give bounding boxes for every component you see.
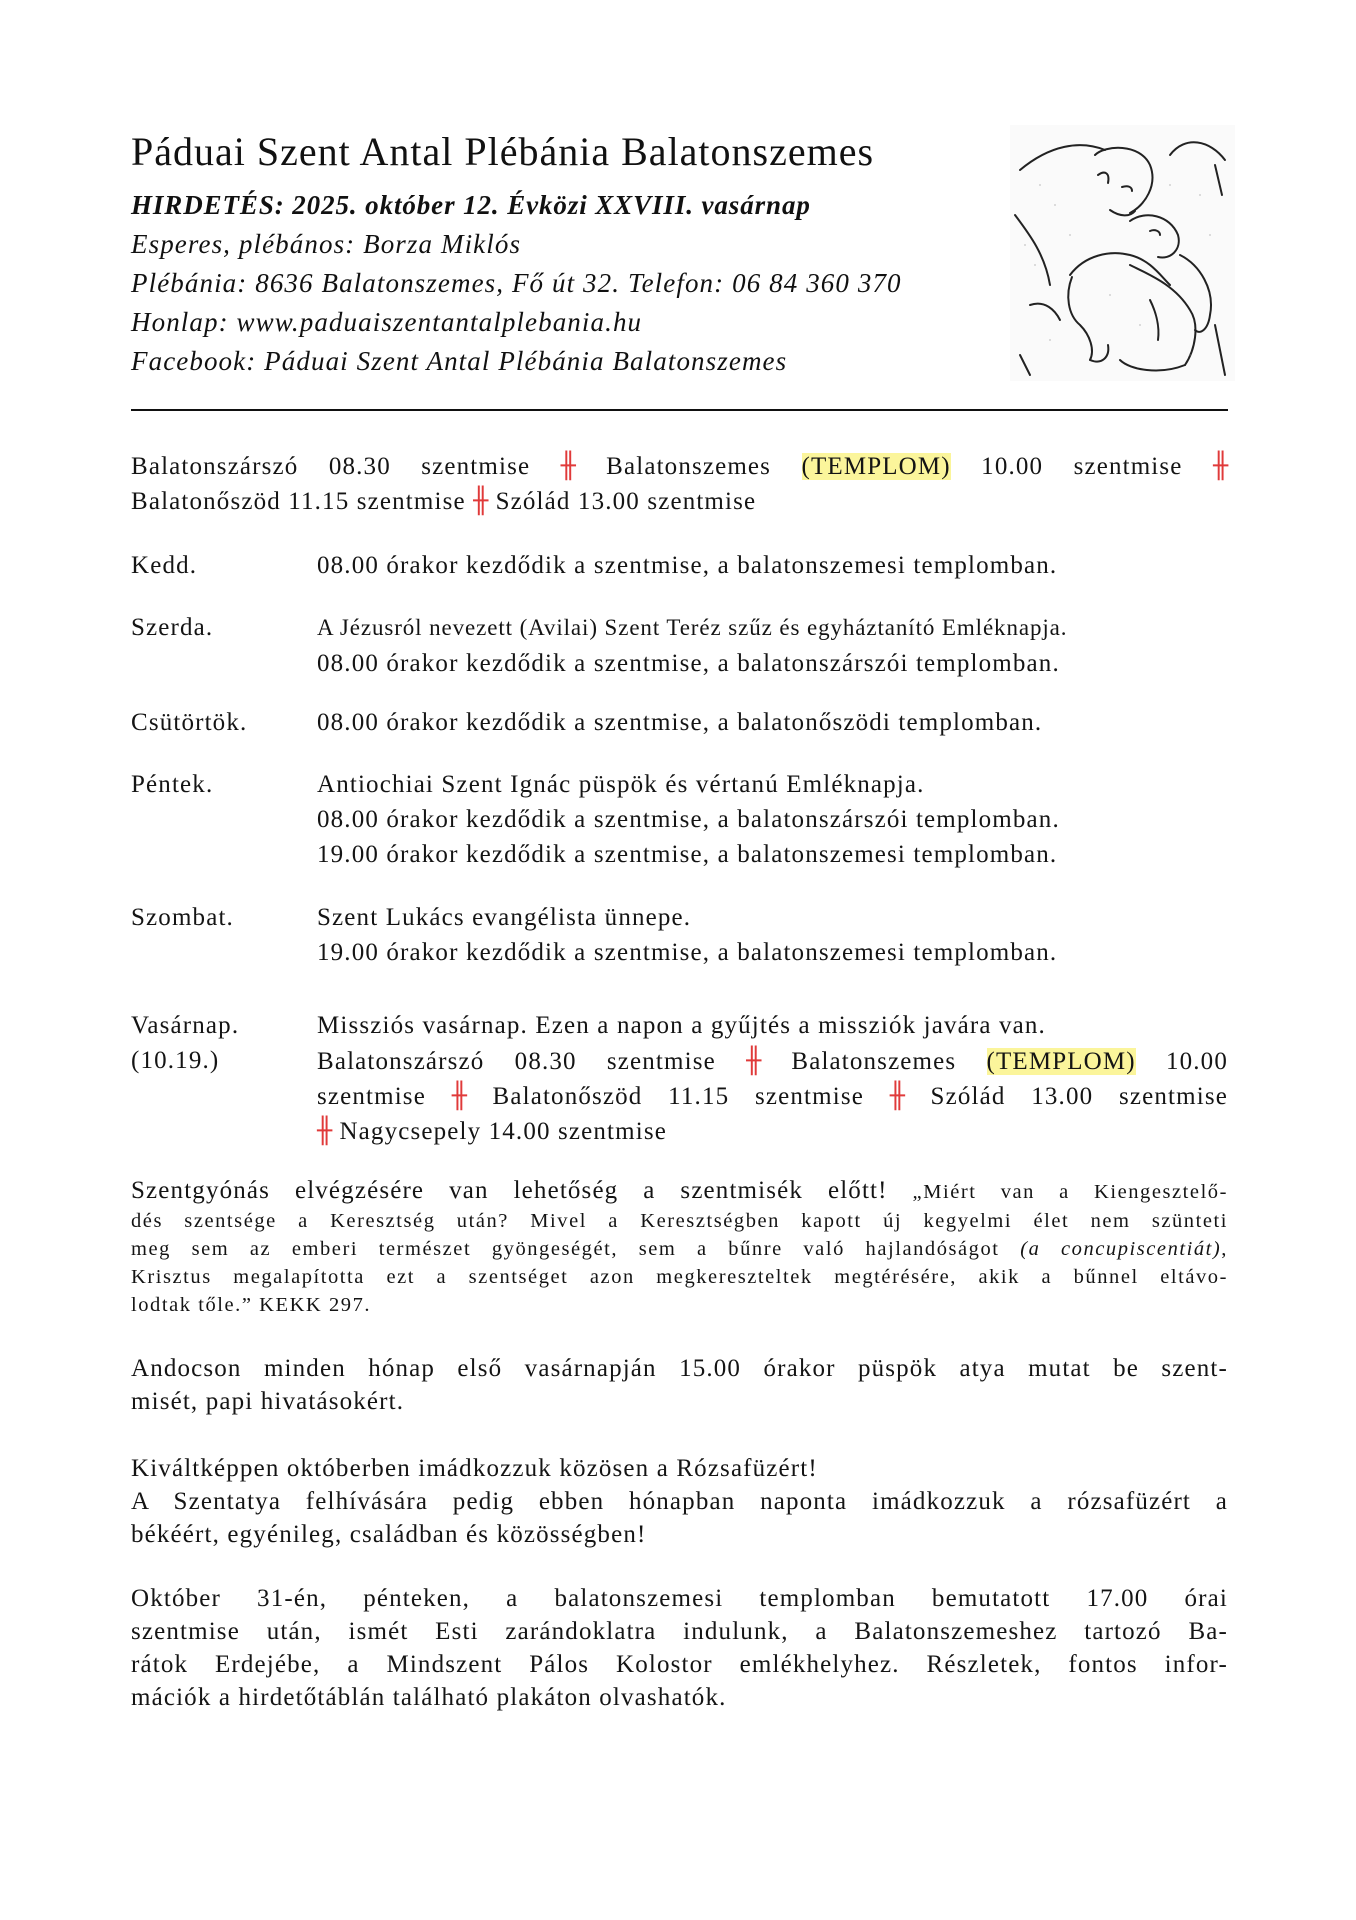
paragraph-line: rátok Erdejébe, a Mindszent Pálos Kolostor emlékhelyhez. Részletek, fontos infor- bbox=[131, 1651, 1228, 1678]
day-label: Kedd. bbox=[131, 552, 198, 579]
quote-text: meg sem az emberi természet gyöngeségét, sem a bűnre való hajlandóságot bbox=[131, 1238, 1000, 1260]
saint-anthony-sketch-image bbox=[1010, 125, 1235, 381]
cross-icon: ╫ bbox=[317, 1116, 333, 1145]
day-line: 08.00 órakor kezdődik a szentmise, a balatonőszödi templomban. bbox=[317, 709, 1043, 736]
paragraph-line: Október 31-én, pénteken, a balatonszemesi templomban bemutatott 17.00 órai bbox=[131, 1585, 1228, 1612]
paragraph-line: szentmise után, ismét Esti zarándoklatra indulunk, a Balatonszemeshez tartozó Ba- bbox=[131, 1618, 1228, 1645]
mass-entry: Balatonőszöd 11.15 szentmise bbox=[131, 488, 466, 515]
schedule-line bbox=[131, 483, 1228, 518]
catechism-quote: lodtak tőle.” KEKK 297. bbox=[131, 1294, 372, 1316]
day-label: Szombat. bbox=[131, 904, 234, 931]
mass-entry: Szólád 13.00 szentmise bbox=[930, 1083, 1228, 1110]
paragraph-line: Andocson minden hónap első vasárnapján 15.00 órakor püspök atya mutat be szent- bbox=[131, 1355, 1228, 1382]
website-line: Honlap: www.paduaiszentantalplebania.hu bbox=[131, 307, 643, 337]
confession-line bbox=[131, 1175, 1228, 1207]
parish-title: Páduai Szent Antal Plébánia Balatonszemes bbox=[131, 129, 875, 174]
paragraph-line: A Szentatya felhívására pedig ebben hónapban naponta imádkozzuk a rózsafüzért a bbox=[131, 1488, 1228, 1515]
facebook-line: Facebook: Páduai Szent Antal Plébánia Balatonszemes bbox=[131, 346, 788, 376]
address-line: Plébánia: 8636 Balatonszemes, Fő út 32. Telefon: 06 84 360 370 bbox=[131, 268, 902, 298]
day-line: 19.00 órakor kezdődik a szentmise, a balatonszemesi templomban. bbox=[317, 841, 1058, 868]
day-date: (10.19.) bbox=[131, 1047, 220, 1074]
catechism-quote: „Miért van a Kiengesztelő- bbox=[912, 1181, 1228, 1203]
day-line: 19.00 órakor kezdődik a szentmise, a balatonszemesi templomban. bbox=[317, 939, 1058, 966]
cross-icon: ╫ bbox=[560, 451, 576, 480]
day-label: Péntek. bbox=[131, 771, 214, 798]
templom-highlight: (TEMPLOM) bbox=[801, 453, 951, 480]
catechism-quote: dés szentsége a Keresztség után? Mivel a Keresztségben kapott új kegyelmi élet nem szünteti bbox=[131, 1210, 1228, 1232]
paragraph-line: mációk a hirdetőtáblán található plakáton olvashatók. bbox=[131, 1684, 727, 1711]
day-line: A Jézusról nevezett (Avilai) Szent Teréz szűz és egyháztanító Emléknapja. bbox=[317, 615, 1068, 640]
day-line: 08.00 órakor kezdődik a szentmise, a balatonszemesi templomban. bbox=[317, 552, 1058, 579]
day-line: 08.00 órakor kezdődik a szentmise, a balatonszárszói templomban. bbox=[317, 806, 1060, 833]
paragraph-line: Kiváltképpen októberben imádkozzuk közösen a Rózsafüzért! bbox=[131, 1455, 818, 1482]
mass-entry: Szólád 13.00 szentmise bbox=[495, 488, 757, 515]
sunday-mass-schedule bbox=[131, 448, 1228, 518]
mass-time: 10.00 bbox=[1165, 1048, 1228, 1075]
cross-icon: ╫ bbox=[451, 1081, 467, 1110]
day-line: 08.00 órakor kezdődik a szentmise, a balatonszárszói templomban. bbox=[317, 650, 1060, 677]
templom-highlight: (TEMPLOM) bbox=[986, 1048, 1136, 1075]
day-line: Szent Lukács evangélista ünnepe. bbox=[317, 904, 692, 931]
quote-text: , bbox=[1221, 1238, 1228, 1260]
day-label: Szerda. bbox=[131, 614, 214, 641]
pastor-line: Esperes, plébános: Borza Miklós bbox=[131, 229, 522, 259]
andocs-paragraph bbox=[131, 1352, 1228, 1418]
header-divider bbox=[131, 409, 1228, 411]
pilgrimage-paragraph bbox=[131, 1582, 1228, 1714]
day-line: Antiochiai Szent Ignác püspök és vértanú Emléknapja. bbox=[317, 771, 925, 798]
day-line bbox=[317, 1113, 1228, 1148]
rosary-paragraph bbox=[131, 1452, 1228, 1551]
paragraph-line: békéért, egyénileg, családban és közösségben! bbox=[131, 1521, 647, 1548]
confession-paragraph bbox=[131, 1175, 1228, 1319]
confession-lead: Szentgyónás elvégzésére van lehetőség a szentmisék előtt! bbox=[131, 1177, 888, 1204]
catechism-quote: Krisztus megalapította ezt a szentséget azon megkereszteltek megtérésére, akik a bűnnel eltávo- bbox=[131, 1266, 1228, 1288]
mass-entry: Balatonszárszó 08.30 szentmise bbox=[317, 1048, 716, 1075]
cross-icon: ╫ bbox=[746, 1046, 762, 1075]
day-label: Csütörtök. bbox=[131, 709, 248, 736]
day-label: Vasárnap. bbox=[131, 1012, 240, 1039]
mass-entry: Balatonszárszó 08.30 szentmise bbox=[131, 453, 531, 480]
quote-italic: (a concupiscentiát) bbox=[1020, 1238, 1222, 1260]
paragraph-line: misét, papi hivatásokért. bbox=[131, 1388, 405, 1415]
mass-location: Balatonszemes bbox=[791, 1048, 957, 1075]
cross-icon: ╫ bbox=[1212, 451, 1229, 480]
mass-entry: Nagycsepely 14.00 szentmise bbox=[339, 1118, 667, 1145]
day-line: Missziós vasárnap. Ezen a napon a gyűjtés a missziók javára van. bbox=[317, 1012, 1046, 1039]
day-line bbox=[317, 1078, 1228, 1113]
schedule-line bbox=[131, 448, 1228, 483]
cross-icon: ╫ bbox=[889, 1081, 905, 1110]
mass-location: Balatonszemes bbox=[606, 453, 772, 480]
cross-icon: ╫ bbox=[473, 486, 489, 515]
catechism-quote bbox=[131, 1235, 1228, 1263]
mass-time: 10.00 szentmise bbox=[981, 453, 1183, 480]
mass-entry: szentmise bbox=[317, 1083, 426, 1110]
day-line bbox=[317, 1043, 1228, 1078]
mass-entry: Balatonőszöd 11.15 szentmise bbox=[492, 1083, 864, 1110]
announcement-heading: HIRDETÉS: 2025. október 12. Évközi XXVIII. vasárnap bbox=[131, 190, 811, 220]
